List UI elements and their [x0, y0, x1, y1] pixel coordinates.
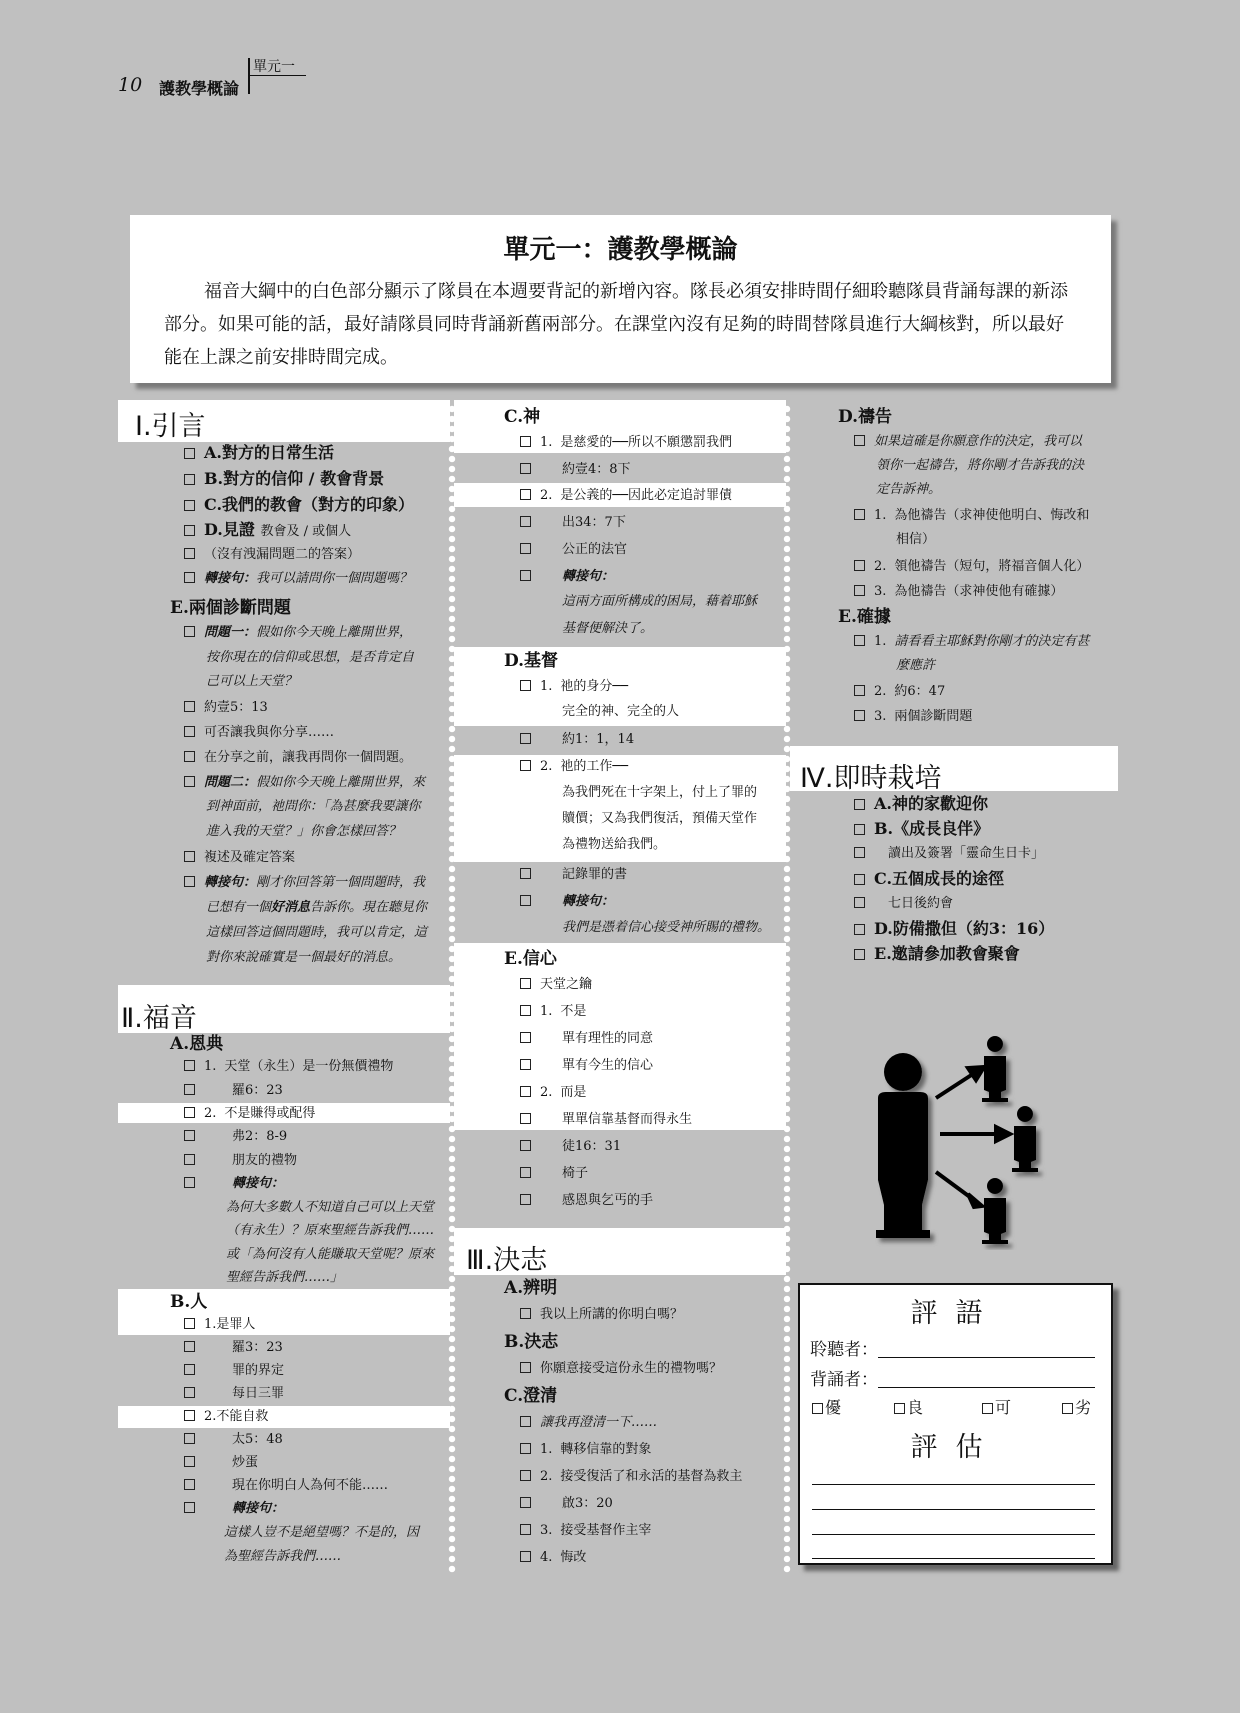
checkbox[interactable]: [520, 1551, 531, 1562]
evaluation-line[interactable]: [812, 1534, 1095, 1535]
transition-text: 對你來說確實是一個最好的消息。: [206, 950, 402, 965]
transition-label: 轉接句：: [204, 875, 257, 890]
checkbox[interactable]: [184, 572, 195, 583]
question-label: 問題一：: [204, 625, 257, 640]
checkbox[interactable]: [520, 1113, 531, 1124]
grade-label: 良: [907, 1398, 924, 1417]
question-text: 假如你今天晚上離開世界，: [256, 625, 413, 640]
outline-item: 羅6：23: [232, 1083, 283, 1098]
checkbox[interactable]: [854, 635, 865, 646]
outline-item: 祂的身分──: [560, 679, 629, 694]
checkbox[interactable]: [184, 1084, 195, 1095]
transition-text: 為聖經告訴我們……: [224, 1549, 342, 1564]
subheading-clarify: C.澄清: [504, 1386, 558, 1406]
transition-label: 轉接句：: [232, 1501, 285, 1516]
checkbox[interactable]: [520, 570, 531, 581]
outline-item: C.我們的教會（對方的印象）: [204, 495, 415, 514]
subheading-faith: E.信心: [504, 949, 557, 969]
outline-item: 七日後約會: [888, 896, 954, 911]
outline-item: B.對方的信仰 / 教會背景: [204, 469, 385, 488]
transition-text: 這樣回答這個問題時，我可以肯定，這: [206, 925, 428, 940]
subheading-diagnostic: E.兩個診斷問題: [170, 598, 291, 618]
outline-item: 我以上所講的你明白嗎？: [540, 1307, 684, 1322]
checkbox[interactable]: [854, 560, 865, 571]
checkbox[interactable]: [854, 710, 865, 721]
question-text: 己可以上天堂？: [206, 674, 298, 689]
outline-item: 接受復活了和永活的基督為救主: [560, 1469, 743, 1484]
outline-item: 而是: [560, 1085, 587, 1100]
item-number: 1.: [540, 1442, 553, 1457]
outline-item: 現在你明白人為何不能……: [232, 1478, 389, 1493]
item-number: 2.: [874, 684, 887, 699]
outline-item: 不是: [560, 1004, 587, 1019]
subheading-grace: A.恩典: [170, 1034, 224, 1054]
transition-text: 聖經告訴我們……」: [226, 1270, 344, 1285]
checkbox[interactable]: [854, 799, 865, 810]
intro-title: 單元一：護教學概論: [503, 235, 738, 265]
transition-text: 這樣人豈不是絕望嗎？不是的，因: [224, 1525, 420, 1540]
outline-item: B.《成長良伴》: [874, 819, 990, 838]
outline-item: D.見證: [204, 520, 255, 539]
checkbox[interactable]: [854, 924, 865, 935]
checkbox[interactable]: [854, 509, 865, 520]
outline-item: 為我們死在十字架上，付上了罪的: [562, 785, 758, 800]
checkbox[interactable]: [184, 1341, 195, 1352]
item-number: 2.: [204, 1409, 217, 1424]
checkbox[interactable]: [184, 1364, 195, 1375]
checkbox[interactable]: [520, 1194, 531, 1205]
item-number: 2.: [204, 1106, 217, 1121]
grade-label: 劣: [1075, 1398, 1092, 1417]
outline-item: 單單信靠基督而得永生: [562, 1112, 693, 1127]
outline-item: C.五個成長的途徑: [874, 869, 1005, 888]
unit-label: 單元一: [253, 59, 295, 75]
checkbox[interactable]: [184, 876, 195, 887]
item-number: 1.: [874, 508, 887, 523]
item-number: 1.: [874, 634, 887, 649]
evaluation-line[interactable]: [812, 1484, 1095, 1485]
outline-item: 如果這確是你願意作的決定，我可以: [874, 434, 1083, 449]
outline-item: 單有今生的信心: [562, 1058, 654, 1073]
checkbox[interactable]: [184, 1502, 195, 1513]
checkbox[interactable]: [184, 474, 195, 485]
checkbox[interactable]: [520, 489, 531, 500]
transition-text: 已想有一個: [206, 900, 272, 915]
transition-text: 告訴你。現在聽見你: [310, 900, 428, 915]
item-number: 3.: [540, 1523, 553, 1538]
checkbox[interactable]: [184, 500, 195, 511]
outline-item: 不是賺得或配得: [224, 1106, 316, 1121]
checkbox[interactable]: [520, 1032, 531, 1043]
item-number: 2.: [540, 1469, 553, 1484]
checkbox[interactable]: [520, 1362, 531, 1373]
section-heading-decision: Ⅲ.決志: [466, 1245, 548, 1276]
subheading-assurance: E.確據: [838, 607, 891, 627]
grade-checkbox[interactable]: [894, 1403, 905, 1414]
transition-text: （有永生）？原來聖經告訴我們……: [226, 1223, 435, 1238]
grade-checkbox[interactable]: [982, 1403, 993, 1414]
outline-item: 為他禱告（求神使他明白、悔改和: [894, 508, 1090, 523]
checkbox[interactable]: [520, 680, 531, 691]
outline-item: 約壹4：8下: [562, 462, 631, 477]
grade-label: 優: [825, 1398, 842, 1417]
outline-item: 椅子: [562, 1166, 589, 1181]
subheading-god: C.神: [504, 407, 541, 427]
checkbox[interactable]: [184, 726, 195, 737]
item-number: 1.: [540, 435, 553, 450]
good-news-emphasis: 好消息: [271, 900, 311, 915]
item-number: 1.: [540, 1004, 553, 1019]
checkbox[interactable]: [854, 949, 865, 960]
outline-item: 領他禱告（短句，將福音個人化）: [894, 559, 1090, 574]
outline-item: 約6：47: [894, 684, 946, 699]
outline-item: 炒蛋: [232, 1455, 259, 1470]
question-text: 假如你今天晚上離開世界，來: [256, 775, 426, 790]
checkbox[interactable]: [184, 1456, 195, 1467]
transition-label: 轉接句：: [204, 571, 257, 586]
checkbox[interactable]: [854, 847, 865, 858]
page-number: 10: [118, 74, 143, 96]
outline-item: 兩個診斷問題: [894, 709, 973, 724]
item-number: 4.: [540, 1550, 553, 1565]
section-heading-gospel: Ⅱ.福音: [121, 1003, 197, 1034]
checkbox[interactable]: [520, 1086, 531, 1097]
outline-item: 弗2：8-9: [232, 1129, 288, 1144]
checkbox[interactable]: [184, 1130, 195, 1141]
checkbox[interactable]: [184, 1318, 195, 1329]
checkbox[interactable]: [520, 895, 531, 906]
reciter-field[interactable]: [878, 1387, 1095, 1388]
checkbox[interactable]: [520, 543, 531, 554]
transition-text: 我可以請問你一個問題嗎？: [256, 571, 413, 586]
checkbox[interactable]: [520, 1140, 531, 1151]
item-number: 3.: [874, 709, 887, 724]
transition-label: 轉接句：: [562, 894, 615, 909]
checkbox[interactable]: [184, 1387, 195, 1398]
item-number: 1.: [204, 1317, 217, 1332]
outline-item: 公正的法官: [562, 542, 628, 557]
header-divider: [248, 58, 250, 94]
checkbox[interactable]: [184, 751, 195, 762]
outline-item: A.對方的日常生活: [204, 443, 334, 462]
checkbox[interactable]: [520, 1524, 531, 1535]
outline-item: 相信）: [896, 532, 936, 547]
checkbox[interactable]: [184, 525, 195, 536]
section-heading-followup: Ⅳ.即時栽培: [800, 763, 942, 794]
outline-item: 徒16：31: [562, 1139, 622, 1154]
checkbox[interactable]: [854, 435, 865, 446]
question-text: 到神面前，祂問你：「為甚麼我要讓你: [206, 799, 421, 814]
grade-checkbox[interactable]: [1062, 1403, 1073, 1414]
intro-body: 福音大綱中的白色部分顯示了隊員在本週要背記的新增內容。隊長必須安排時間仔細聆聽隊員背誦每課的新添部分。如果可能的話，最好請隊員同時背誦新舊兩部分。在課堂內沒有足夠的時間替隊員進行大綱核對，所以最好能在上課之前安排時間完成。: [164, 281, 1068, 368]
evaluation-line[interactable]: [812, 1558, 1095, 1559]
transition-text: 剛才你回答第一個問題時，我: [256, 875, 426, 890]
outline-item: E.邀請參加教會聚會: [874, 944, 1020, 963]
grade-checkbox[interactable]: [812, 1403, 823, 1414]
checkbox[interactable]: [184, 1479, 195, 1490]
transition-text: 或「為何沒有人能賺取天堂呢？原來: [226, 1247, 435, 1262]
outline-item: 複述及確定答案: [204, 850, 296, 865]
evaluation-line[interactable]: [812, 1509, 1095, 1510]
checkbox[interactable]: [184, 548, 195, 559]
outline-item: 讀出及簽署「靈命生日卡」: [888, 846, 1045, 861]
outline-item: D.防備撒但（約3：16）: [874, 919, 1055, 938]
outline-item: 天堂（永生）是一份無價禮物: [224, 1059, 394, 1074]
outline-item: 單有理性的同意: [562, 1031, 654, 1046]
outline-note: 教會及 / 或個人: [260, 524, 352, 539]
evaluation-box: [798, 1283, 1113, 1565]
outline-item: 是公義的──因此必定追討罪債: [560, 488, 733, 503]
outline-item: 羅3：23: [232, 1340, 283, 1355]
outline-item: 約壹5：13: [204, 700, 268, 715]
item-number: 3.: [874, 584, 887, 599]
checkbox[interactable]: [520, 516, 531, 527]
checkbox[interactable]: [520, 760, 531, 771]
outline-item: 悔改: [560, 1550, 587, 1565]
outline-item: 贖價；又為我們復活，預備天堂作: [562, 811, 758, 826]
checkbox[interactable]: [184, 1433, 195, 1444]
column-divider: [448, 404, 456, 1574]
checkbox[interactable]: [184, 1060, 195, 1071]
highlight-band: [118, 1406, 450, 1428]
outline-item: 領你一起禱告，將你剛才告訴我的決: [876, 458, 1085, 473]
checkbox[interactable]: [184, 626, 195, 637]
item-number: 1.: [540, 679, 553, 694]
book-title: 護教學概論: [159, 79, 240, 98]
item-number: 2.: [540, 488, 553, 503]
checkbox[interactable]: [184, 448, 195, 459]
listener-label: 聆聽者：: [810, 1340, 878, 1360]
item-number: 2.: [540, 759, 553, 774]
section-heading-intro: Ⅰ.引言: [135, 411, 206, 442]
subheading-prayer: D.禱告: [838, 407, 893, 427]
checkbox[interactable]: [854, 824, 865, 835]
outline-item: 罪的界定: [232, 1363, 285, 1378]
checkbox[interactable]: [520, 1443, 531, 1454]
outline-item: 在分享之前，讓我再問你一個問題。: [204, 750, 413, 765]
transition-text: 這兩方面所構成的困局，藉着耶穌: [562, 594, 758, 609]
question-text: 按你現在的信仰或思想，是否肯定自: [206, 650, 415, 665]
item-number: 1.: [204, 1059, 217, 1074]
checkbox[interactable]: [520, 1005, 531, 1016]
checkbox[interactable]: [184, 1154, 195, 1165]
subheading-discern: A.辨明: [504, 1278, 558, 1298]
checkbox[interactable]: [520, 733, 531, 744]
checkbox[interactable]: [184, 1410, 195, 1421]
checkbox[interactable]: [520, 1059, 531, 1070]
outline-item: 是慈愛的──所以不願懲罰我們: [560, 435, 733, 450]
outline-item: 朋友的禮物: [232, 1153, 298, 1168]
question-text: 進入我的天堂？」你會怎樣回答？: [206, 824, 402, 839]
highlight-band: [118, 1289, 450, 1335]
checkbox[interactable]: [184, 701, 195, 712]
grade-label: 可: [995, 1398, 1012, 1417]
checkbox[interactable]: [854, 685, 865, 696]
subheading-decide: B.決志: [504, 1332, 559, 1352]
evaluation-title: 評估: [910, 1432, 1001, 1463]
outline-item: 出34：7下: [562, 515, 626, 530]
transition-text: 我們是憑着信心接受神所賜的禮物。: [562, 920, 771, 935]
outline-item: 請看看主耶穌對你剛才的決定有甚: [894, 634, 1090, 649]
outline-item: 你願意接受這份永生的禮物嗎？: [540, 1361, 723, 1376]
outline-item: 約1：1，14: [562, 732, 635, 747]
transition-text: 基督便解決了。: [562, 621, 654, 636]
intro-box: [130, 215, 1111, 383]
outline-item: 麼應許: [896, 658, 936, 673]
outline-item: 記錄罪的書: [562, 867, 628, 882]
outline-item: 太5：48: [232, 1432, 283, 1447]
outline-item: 啟3：20: [562, 1496, 613, 1511]
column-divider: [783, 404, 791, 1574]
item-number: 2.: [874, 559, 887, 574]
checkbox[interactable]: [520, 1167, 531, 1178]
outline-item: 讓我再澄清一下……: [540, 1415, 658, 1430]
listener-field[interactable]: [878, 1357, 1095, 1358]
outline-item: 是罪人: [216, 1317, 256, 1332]
checkbox[interactable]: [520, 436, 531, 447]
reciter-label: 背誦者：: [810, 1370, 878, 1390]
checkbox[interactable]: [854, 585, 865, 596]
transition-label: 轉接句：: [232, 1176, 285, 1191]
outline-item: 完全的神、完全的人: [562, 704, 680, 719]
outline-item: 為他禱告（求神使他有確據）: [894, 584, 1064, 599]
outline-item: 天堂之鑰: [540, 977, 593, 992]
question-label: 問題二：: [204, 775, 257, 790]
outline-item: 感恩與乞丐的手: [562, 1193, 654, 1208]
checkbox[interactable]: [184, 851, 195, 862]
comment-title: 評語: [910, 1298, 1001, 1329]
subheading-christ: D.基督: [504, 651, 559, 671]
checkbox[interactable]: [520, 1497, 531, 1508]
checkbox[interactable]: [520, 1308, 531, 1319]
checkbox[interactable]: [520, 1470, 531, 1481]
outline-item: 不能自救: [216, 1409, 269, 1424]
outline-item: A.神的家歡迎你: [874, 794, 988, 813]
checkbox[interactable]: [520, 978, 531, 989]
checkbox[interactable]: [184, 1177, 195, 1188]
checkbox[interactable]: [520, 1416, 531, 1427]
outline-item: 接受基督作主宰: [560, 1523, 652, 1538]
outline-item: （沒有洩漏問題二的答案）: [204, 547, 361, 562]
checkbox[interactable]: [854, 897, 865, 908]
checkbox[interactable]: [854, 874, 865, 885]
transition-text: 為何大多數人不知道自己可以上天堂: [226, 1200, 435, 1215]
checkbox[interactable]: [520, 463, 531, 474]
checkbox[interactable]: [184, 1107, 195, 1118]
outline-item: 可否讓我與你分享……: [204, 725, 335, 740]
checkbox[interactable]: [520, 868, 531, 879]
outline-item: 祂的工作──: [560, 759, 629, 774]
transition-label: 轉接句：: [562, 569, 615, 584]
subheading-man: B.人: [170, 1292, 208, 1312]
outline-item: 轉移信靠的對象: [560, 1442, 652, 1457]
checkbox[interactable]: [184, 776, 195, 787]
discipleship-illustration: [860, 1030, 1060, 1250]
item-number: 2.: [540, 1085, 553, 1100]
outline-item: 每日三罪: [232, 1386, 285, 1401]
outline-item: 定告訴神。: [876, 482, 942, 497]
outline-item: 為禮物送給我們。: [562, 837, 667, 852]
